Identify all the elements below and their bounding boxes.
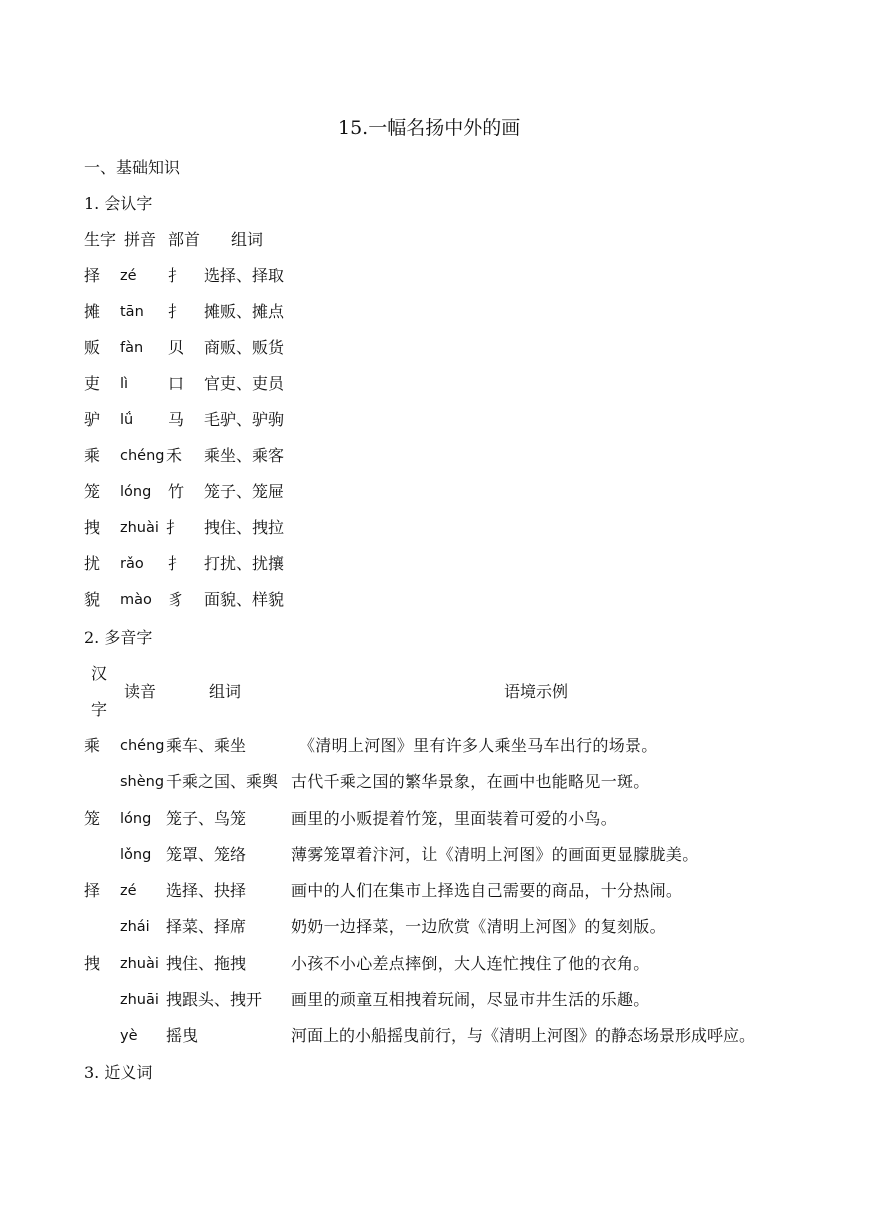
table-row-radical: 扌 bbox=[168, 302, 185, 321]
table-row-words: 择菜、择席 bbox=[166, 917, 247, 936]
table-row-char: 吏 bbox=[84, 374, 101, 393]
table-row-reading: lǒng bbox=[120, 847, 152, 863]
table-row-words: 选择、抉择 bbox=[166, 881, 247, 900]
table-row-words: 笼罩、笼络 bbox=[166, 845, 247, 864]
page-title: 15.一幅名扬中外的画 bbox=[338, 117, 521, 139]
table-row-words: 摇曳 bbox=[166, 1026, 199, 1045]
table-row-words: 笼子、笼屉 bbox=[204, 482, 285, 501]
table-row-char: 拽 bbox=[84, 518, 101, 537]
table-row-example: 画里的顽童互相拽着玩闹，尽显市井生活的乐趣。 bbox=[291, 990, 650, 1009]
table-row-reading: chéng bbox=[120, 738, 165, 754]
table-row-words: 官吏、吏员 bbox=[204, 374, 285, 393]
table-row-example: 奶奶一边择菜，一边欣赏《清明上河图》的复刻版。 bbox=[291, 917, 666, 936]
table-row-pinyin: mào bbox=[120, 592, 152, 608]
part1-header-radical: 部首 bbox=[168, 230, 201, 249]
section-heading-basics: 一、基础知识 bbox=[84, 158, 181, 177]
table-row-words: 拽住、拽拉 bbox=[204, 518, 285, 537]
part2-header-char-bottom: 字 bbox=[91, 700, 108, 719]
part2-header-char-top: 汉 bbox=[91, 664, 108, 683]
table-row-radical: 扌 bbox=[168, 554, 185, 573]
part3-heading: 3. 近义词 bbox=[84, 1063, 153, 1082]
table-row-words: 商贩、贩货 bbox=[204, 338, 285, 357]
table-row-reading: lóng bbox=[120, 811, 152, 827]
table-row-words: 乘车、乘坐 bbox=[166, 736, 247, 755]
part2-header-words: 组词 bbox=[209, 682, 242, 701]
table-row-pinyin: fàn bbox=[120, 340, 144, 356]
table-row-pinyin: zhuài bbox=[120, 520, 159, 536]
table-row-radical: 扌 bbox=[166, 518, 183, 537]
table-row-words: 拽住、拖拽 bbox=[166, 954, 247, 973]
table-row-radical: 竹 bbox=[168, 482, 185, 501]
table-row-words: 摊贩、摊点 bbox=[204, 302, 285, 321]
table-row-pinyin: tān bbox=[120, 304, 144, 320]
table-row-example: 河面上的小船摇曳前行，与《清明上河图》的静态场景形成呼应。 bbox=[291, 1026, 756, 1045]
table-row-char: 拽 bbox=[84, 954, 101, 973]
table-row-reading: zhuāi bbox=[120, 992, 159, 1008]
table-row-example: 《清明上河图》里有许多人乘坐马车出行的场景。 bbox=[299, 736, 658, 755]
table-row-reading: zé bbox=[120, 883, 137, 899]
table-row-char: 乘 bbox=[84, 446, 101, 465]
part1-heading: 1. 会认字 bbox=[84, 194, 153, 213]
table-row-words: 选择、择取 bbox=[204, 266, 285, 285]
table-row-words: 毛驴、驴驹 bbox=[204, 410, 285, 429]
table-row-char: 择 bbox=[84, 266, 101, 285]
table-row-pinyin: zé bbox=[120, 268, 137, 284]
table-row-radical: 豸 bbox=[168, 590, 185, 609]
table-row-radical: 扌 bbox=[168, 266, 185, 285]
table-row-radical: 口 bbox=[168, 374, 185, 393]
part2-heading: 2. 多音字 bbox=[84, 628, 153, 647]
table-row-char: 驴 bbox=[84, 410, 101, 429]
table-row-char: 笼 bbox=[84, 809, 101, 828]
table-row-radical: 禾 bbox=[166, 446, 183, 465]
table-row-reading: zhái bbox=[120, 919, 150, 935]
table-row-words: 面貌、样貌 bbox=[204, 590, 285, 609]
table-row-radical: 马 bbox=[168, 410, 185, 429]
table-row-example: 小孩不小心差点摔倒，大人连忙拽住了他的衣角。 bbox=[291, 954, 650, 973]
table-row-words: 千乘之国、乘舆 bbox=[166, 772, 279, 791]
table-row-pinyin: lóng bbox=[120, 484, 152, 500]
table-row-char: 笼 bbox=[84, 482, 101, 501]
part1-header-char: 生字 bbox=[84, 230, 117, 249]
table-row-example: 画中的人们在集市上择选自己需要的商品，十分热闹。 bbox=[291, 881, 683, 900]
part2-header-example: 语境示例 bbox=[504, 682, 569, 701]
part2-header-reading: 读音 bbox=[124, 682, 157, 701]
table-row-example: 画里的小贩提着竹笼，里面装着可爱的小鸟。 bbox=[291, 809, 618, 828]
table-row-reading: shèng bbox=[120, 774, 165, 790]
table-row-char: 摊 bbox=[84, 302, 101, 321]
table-row-words: 打扰、扰攘 bbox=[204, 554, 285, 573]
table-row-example: 古代千乘之国的繁华景象，在画中也能略见一斑。 bbox=[291, 772, 650, 791]
part1-header-pinyin: 拼音 bbox=[124, 230, 157, 249]
table-row-char: 择 bbox=[84, 881, 101, 900]
table-row-char: 乘 bbox=[84, 736, 101, 755]
table-row-pinyin: lì bbox=[120, 376, 129, 392]
table-row-example: 薄雾笼罩着汴河，让《清明上河图》的画面更显朦胧美。 bbox=[291, 845, 699, 864]
table-row-pinyin: lǘ bbox=[120, 412, 134, 428]
table-row-char: 貌 bbox=[84, 590, 101, 609]
table-row-char: 扰 bbox=[84, 554, 101, 573]
table-row-words: 拽跟头、拽开 bbox=[166, 990, 263, 1009]
table-row-words: 乘坐、乘客 bbox=[204, 446, 285, 465]
table-row-reading: zhuài bbox=[120, 956, 159, 972]
table-row-pinyin: rǎo bbox=[120, 556, 144, 572]
table-row-pinyin: chéng bbox=[120, 448, 165, 464]
part1-header-words: 组词 bbox=[231, 230, 264, 249]
table-row-char: 贩 bbox=[84, 338, 101, 357]
table-row-radical: 贝 bbox=[168, 338, 185, 357]
table-row-words: 笼子、鸟笼 bbox=[166, 809, 247, 828]
table-row-reading: yè bbox=[120, 1028, 138, 1044]
